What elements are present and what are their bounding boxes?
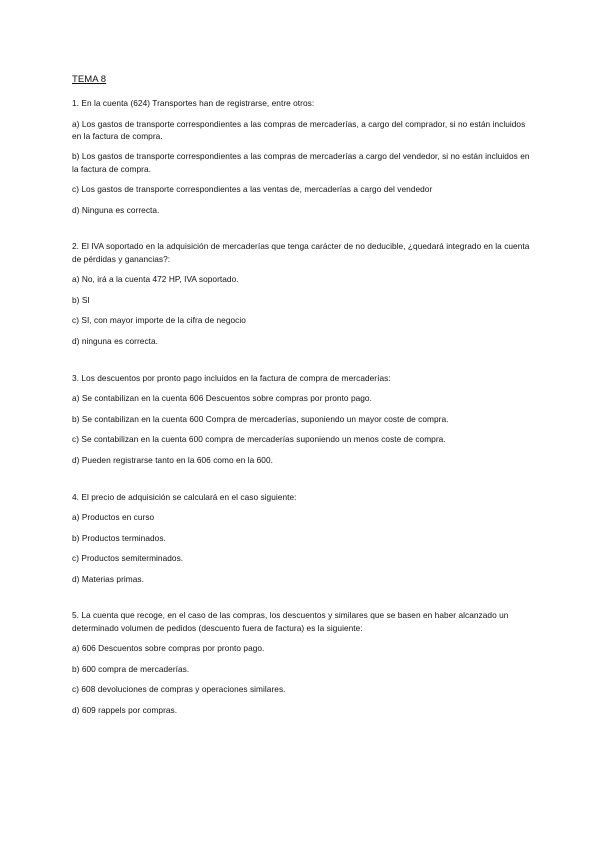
option-a: a) Productos en curso	[72, 512, 155, 523]
question-spacer	[72, 224, 532, 240]
option-c: c) 608 devoluciones de compras y operaciones similares.	[72, 684, 286, 695]
option-d: d) 609 rappels por compras.	[72, 705, 178, 716]
option-c: c) Los gastos de transporte correspondientes a las ventas de, mercaderías a cargo del vendedor	[72, 184, 433, 195]
option-d: d) Materias primas.	[72, 573, 144, 584]
option-b: b) Los gastos de transporte correspondientes a las compras de mercaderías a cargo del vendedor, si no están incluidos en la factura de compra.	[72, 151, 530, 174]
option-a: a) No, irá a la cuenta 472 HP, IVA soportado.	[72, 274, 239, 285]
option-d: d) ninguna es correcta.	[72, 335, 159, 346]
option-c: c) SI, con mayor importe de la cifra de negocio	[72, 315, 246, 326]
option-b: b) Se contabilizan en la cuenta 600 Compra de mercaderías, suponiendo un mayor coste de compra.	[72, 413, 449, 424]
document-body	[72, 74, 532, 725]
question-spacer	[72, 475, 532, 491]
option-a: a) Los gastos de transporte correspondientes a las compras de mercaderías, a cargo del comprador, si no están incluidos en la factura de compra.	[72, 118, 526, 141]
question-3	[72, 372, 532, 467]
question-text: 1. En la cuenta (624) Transportes han de registrarse, entre otros:	[72, 98, 315, 108]
page-title: TEMA 8	[72, 74, 107, 85]
question-spacer	[72, 593, 532, 609]
question-text: 5. La cuenta que recoge, en el caso de las compras, los descuentos y similares que se basen en haber alcanzado un determinado volumen de pedidos (descuento fuera de factura) es la siguiente:	[72, 610, 509, 633]
question-4	[72, 491, 532, 586]
option-d: d) Ninguna es correcta.	[72, 204, 160, 215]
question-text: 3. Los descuentos por pronto pago incluidos en la factura de compra de mercaderías:	[72, 372, 391, 383]
question-2	[72, 240, 532, 347]
option-b: b) SI	[72, 294, 90, 305]
question-5	[72, 609, 532, 716]
option-a: a) Se contabilizan en la cuenta 606 Descuentos sobre compras por pronto pago.	[72, 393, 372, 404]
option-b: b) Productos terminados.	[72, 532, 166, 543]
option-b: b) 600 compra de mercaderías.	[72, 663, 190, 674]
question-spacer	[72, 356, 532, 372]
option-a: a) 606 Descuentos sobre compras por pronto pago.	[72, 643, 265, 654]
question-1	[72, 97, 532, 216]
question-text: 4. El precio de adquisición se calculará en el caso siguiente:	[72, 491, 297, 502]
option-d: d) Pueden registrarse tanto en la 606 como en la 600.	[72, 454, 273, 465]
question-text: 2. El IVA soportado en la adquisición de mercaderías que tenga carácter de no deducible, ¿quedará integrado en la cuenta de pérdidas y ganancias?:	[72, 241, 530, 264]
option-c: c) Productos semiterminados.	[72, 553, 184, 564]
option-c: c) Se contabilizan en la cuenta 600 compra de mercaderías suponiendo un menos coste de compra.	[72, 434, 446, 445]
